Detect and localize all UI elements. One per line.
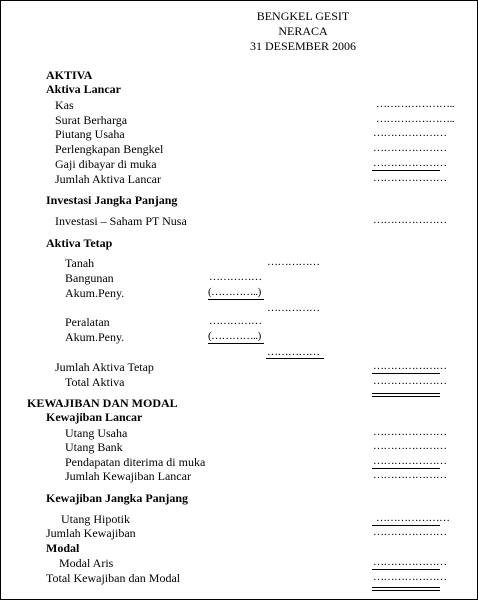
bangunan-value: ……………: [209, 271, 262, 283]
subtotal-line: [266, 358, 324, 359]
modal-aris-label: Modal Aris: [59, 556, 114, 570]
pendapatan-diterima-label: Pendapatan diterima di muka: [65, 455, 206, 469]
kewajiban-lancar-heading: Kewajiban Lancar: [46, 410, 143, 424]
perlengkapan-value: …………………: [373, 142, 447, 154]
tanah-label: Tanah: [65, 256, 95, 270]
double-underline: [372, 590, 440, 591]
pendapatan-diterima-value: …………………: [373, 455, 447, 467]
jumlah-kewajiban-lancar-value: …………………: [373, 469, 447, 481]
utang-bank-value: …………………: [373, 440, 447, 452]
gaji-dibayar-label: Gaji dibayar di muka: [55, 157, 157, 171]
utang-usaha-label: Utang Usaha: [65, 426, 128, 440]
total-aktiva-value: …………………: [373, 375, 447, 387]
total-aktiva-label: Total Aktiva: [65, 375, 125, 389]
utang-hipotik-value: …………………: [376, 512, 450, 524]
report-title: NERACA: [278, 24, 328, 38]
surat-berharga-value: …………………..: [376, 113, 454, 125]
piutang-usaha-value: …………………: [373, 127, 447, 139]
jumlah-kewajiban-label: Jumlah Kewajiban: [46, 526, 136, 540]
jumlah-aktiva-lancar-label: Jumlah Aktiva Lancar: [55, 172, 161, 186]
jumlah-aktiva-lancar-value: …………………: [373, 172, 447, 184]
double-underline: [372, 587, 440, 588]
modal-heading: Modal: [46, 541, 80, 555]
piutang-usaha-label: Piutang Usaha: [55, 127, 125, 141]
akum-peny-peralatan-label: Akum.Peny.: [65, 330, 125, 344]
utang-hipotik-label: Utang Hipotik: [61, 512, 130, 526]
investasi-saham-value: …………………: [373, 214, 447, 226]
jumlah-aktiva-tetap-label: Jumlah Aktiva Tetap: [55, 360, 154, 374]
aktiva-heading: AKTIVA: [46, 68, 93, 82]
total-kewajiban-modal-value: …………………: [373, 571, 447, 583]
kewajiban-jangka-panjang-heading: Kewajiban Jangka Panjang: [46, 491, 189, 505]
aktiva-tetap-heading: Aktiva Tetap: [46, 236, 113, 250]
peralatan-label: Peralatan: [65, 315, 110, 329]
tanah-value: ……………: [267, 256, 320, 268]
utang-bank-label: Utang Bank: [65, 440, 123, 454]
peralatan-value: ……………: [209, 315, 262, 327]
aktiva-lancar-heading: Aktiva Lancar: [46, 82, 121, 96]
akum-peny-bangunan-label: Akum.Peny.: [65, 286, 125, 300]
report-date: 31 DESEMBER 2006: [249, 39, 356, 53]
akum-peny-peralatan-value: (…………..): [208, 330, 261, 342]
kewajiban-modal-heading: KEWAJIBAN DAN MODAL: [27, 396, 178, 410]
modal-aris-value: …………………: [373, 556, 447, 568]
investasi-saham-label: Investasi – Saham PT Nusa: [55, 214, 187, 228]
utang-usaha-value: …………………: [373, 426, 447, 438]
bangunan-net-value: ……………: [267, 302, 320, 314]
kas-label: Kas: [55, 98, 74, 112]
kas-value: …………………..: [376, 98, 454, 110]
investasi-heading: Investasi Jangka Panjang: [46, 193, 178, 207]
subtotal-line: [208, 299, 264, 300]
jumlah-aktiva-tetap-value: …………………: [373, 360, 447, 372]
bangunan-label: Bangunan: [65, 271, 114, 285]
total-kewajiban-modal-label: Total Kewajiban dan Modal: [46, 571, 181, 585]
double-underline: [372, 393, 440, 394]
surat-berharga-label: Surat Berharga: [55, 113, 128, 127]
perlengkapan-label: Perlengkapan Bengkel: [55, 142, 164, 156]
gaji-dibayar-value: …………………: [373, 157, 447, 169]
peralatan-net-value: ……………: [267, 346, 320, 358]
jumlah-kewajiban-value: …………………: [373, 526, 447, 538]
double-underline: [372, 396, 440, 397]
akum-peny-bangunan-value: (…………..): [208, 286, 261, 298]
jumlah-kewajiban-lancar-label: Jumlah Kewajiban Lancar: [65, 469, 191, 483]
company-name: BENGKEL GESIT: [256, 9, 350, 23]
subtotal-line: [208, 343, 264, 344]
